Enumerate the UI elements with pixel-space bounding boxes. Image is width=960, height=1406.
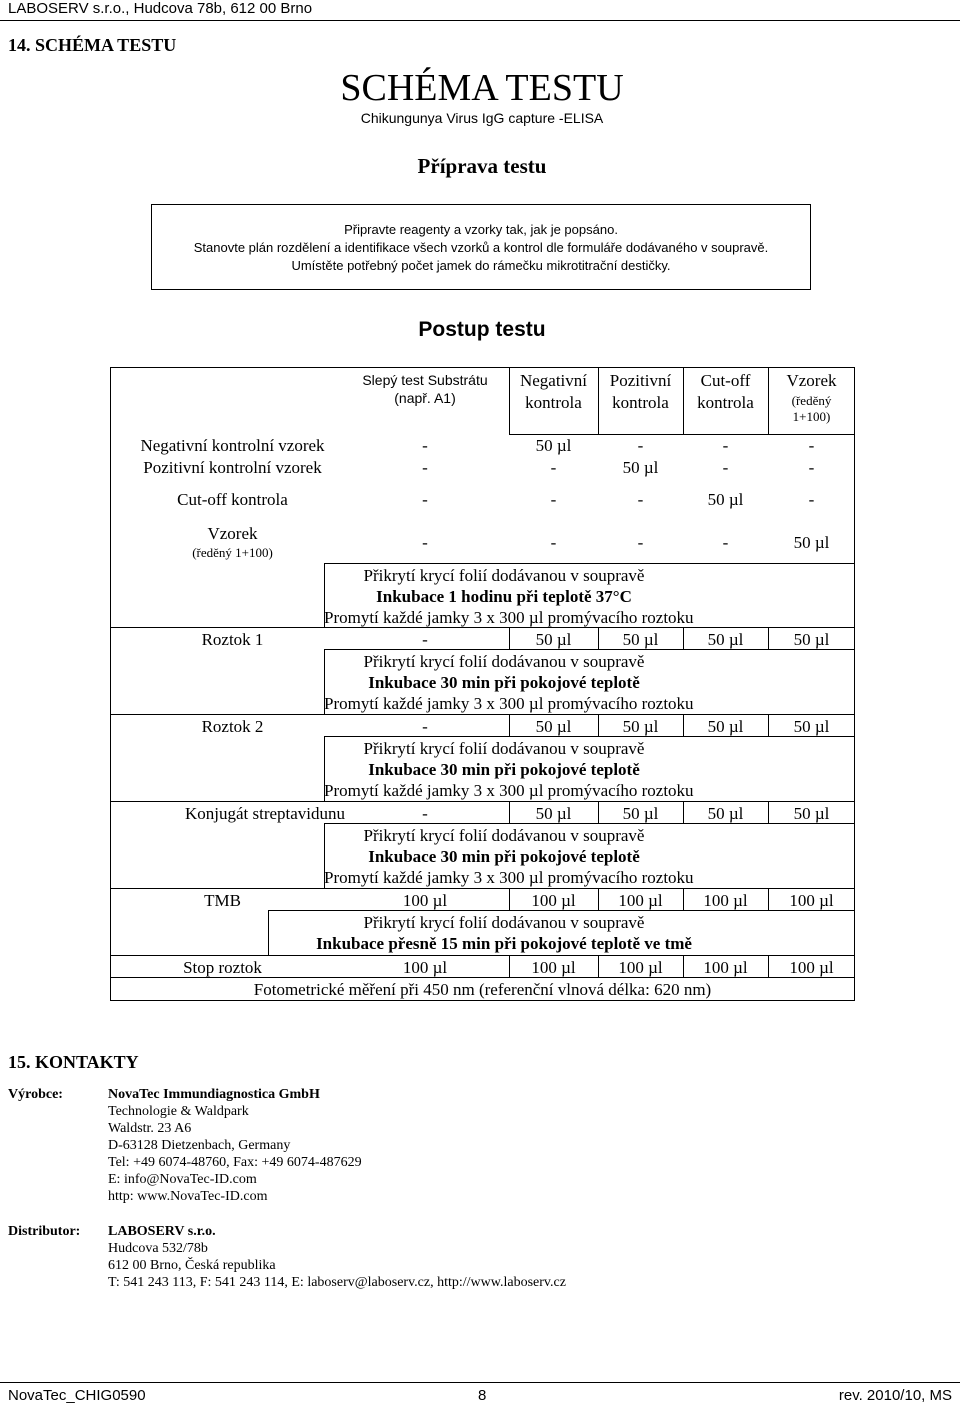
cell: 100 µl bbox=[618, 891, 663, 910]
cell: 50 µl bbox=[707, 630, 744, 649]
col-cutoff-header-2: kontrola bbox=[697, 393, 754, 412]
cell: 50 µl bbox=[622, 458, 659, 477]
step-incubation: Inkubace 30 min při pokojové teplotě bbox=[368, 760, 640, 779]
col-poz-header-2: kontrola bbox=[612, 393, 669, 412]
cell: - bbox=[808, 458, 815, 477]
row-sublabel-vzorek: (ředěný 1+100) bbox=[192, 545, 273, 560]
cell: - bbox=[422, 630, 428, 649]
col-neg-header: Negativní bbox=[519, 371, 588, 390]
row-label-vzorek: Vzorek bbox=[207, 524, 258, 543]
col-vzorek-header-3: 1+100) bbox=[792, 409, 831, 424]
row-label-cutoff: Cut-off kontrola bbox=[177, 490, 288, 509]
cell: - bbox=[722, 533, 729, 552]
cell: 100 µl bbox=[789, 891, 834, 910]
vyrobce-line: Waldstr. 23 A6 bbox=[108, 1121, 192, 1136]
cell: 100 µl bbox=[789, 958, 834, 977]
cell: - bbox=[422, 717, 428, 736]
step-wash: Promytí každé jamky 3 x 300 µl promývacího roztoku bbox=[324, 694, 694, 713]
distributor-name: LABOSERV s.r.o. bbox=[108, 1224, 216, 1239]
row-label-stop: Stop roztok bbox=[183, 958, 262, 977]
table-divider bbox=[324, 649, 855, 650]
cell: - bbox=[808, 490, 815, 509]
vyrobce-line: Technologie & Waldpark bbox=[108, 1104, 249, 1119]
cell: 50 µl bbox=[535, 717, 572, 736]
table-divider bbox=[324, 823, 855, 824]
row-label-roztok2: Roztok 2 bbox=[201, 717, 264, 736]
col-cutoff-header: Cut-off bbox=[700, 371, 751, 390]
vyrobce-line: Tel: +49 6074-48760, Fax: +49 6074-487629 bbox=[108, 1155, 362, 1170]
postup-heading: Postup testu bbox=[418, 318, 546, 341]
page-subtitle: Chikungunya Virus IgG capture -ELISA bbox=[360, 110, 604, 126]
cell: 50 µl bbox=[622, 717, 659, 736]
col-vzorek-header: Vzorek bbox=[786, 371, 837, 390]
cell: - bbox=[550, 458, 557, 477]
step-cover: Přikrytí krycí folií dodávanou v soupravě bbox=[363, 826, 645, 845]
step-cover: Přikrytí krycí folií dodávanou v soupravě bbox=[363, 566, 645, 585]
footer-revision: rev. 2010/10, MS bbox=[838, 1387, 952, 1404]
row-label-tmb: TMB bbox=[204, 891, 241, 910]
vyrobce-line: E: info@NovaTec-ID.com bbox=[108, 1172, 257, 1187]
step-incubation: Inkubace 30 min při pokojové teplotě bbox=[368, 673, 640, 692]
cell: 50 µl bbox=[707, 490, 744, 509]
cell: 100 µl bbox=[531, 958, 576, 977]
step-wash: Promytí každé jamky 3 x 300 µl promývacího roztoku bbox=[324, 608, 694, 627]
cell: 100 µl bbox=[703, 958, 748, 977]
row-label-konjugat: Konjugát streptavidunu bbox=[184, 804, 346, 823]
footer-page-number: 8 bbox=[478, 1387, 487, 1404]
step-cover: Přikrytí krycí folií dodávanou v soupravě bbox=[363, 913, 645, 932]
vyrobce-name: NovaTec Immundiagnostica GmbH bbox=[108, 1087, 320, 1102]
row-label-roztok1: Roztok 1 bbox=[201, 630, 264, 649]
step-cover: Přikrytí krycí folií dodávanou v soupravě bbox=[363, 652, 645, 671]
priprava-line-2: Stanovte plán rozdělení a identifikace všech vzorků a kontrol dle formuláře dodávaného v soupravě. bbox=[193, 240, 769, 255]
step-wash: Promytí každé jamky 3 x 300 µl promývacího roztoku bbox=[324, 781, 694, 800]
cell: - bbox=[637, 490, 644, 509]
cell: - bbox=[422, 804, 428, 823]
cell: - bbox=[550, 490, 557, 509]
cell: - bbox=[550, 533, 557, 552]
cell: 100 µl bbox=[531, 891, 576, 910]
cell: 50 µl bbox=[793, 533, 830, 552]
cell: 100 µl bbox=[703, 891, 748, 910]
table-divider bbox=[509, 434, 855, 435]
cell: 50 µl bbox=[535, 804, 572, 823]
distributor-line: T: 541 243 113, F: 541 243 114, E: laboserv@laboserv.cz, http://www.laboserv.cz bbox=[108, 1275, 566, 1290]
step-cover: Přikrytí krycí folií dodávanou v soupravě bbox=[363, 739, 645, 758]
header-rule bbox=[0, 20, 960, 21]
table-divider bbox=[110, 977, 855, 978]
cell: - bbox=[422, 533, 428, 552]
section-15-heading: 15. KONTAKTY bbox=[8, 1052, 139, 1072]
page-title: SCHÉMA TESTU bbox=[340, 67, 624, 109]
col-poz-header: Pozitivní bbox=[609, 371, 672, 390]
table-divider bbox=[110, 955, 855, 956]
table-divider bbox=[110, 627, 855, 628]
cell: 50 µl bbox=[535, 436, 572, 455]
cell: 100 µl bbox=[618, 958, 663, 977]
cell: 50 µl bbox=[707, 804, 744, 823]
vyrobce-line: D-63128 Dietzenbach, Germany bbox=[108, 1138, 291, 1153]
cell: - bbox=[422, 490, 428, 509]
table-divider bbox=[110, 801, 855, 802]
row-label-positive: Pozitivní kontrolní vzorek bbox=[143, 458, 322, 477]
distributor-line: 612 00 Brno, Česká republika bbox=[108, 1258, 276, 1273]
cell: - bbox=[808, 436, 815, 455]
priprava-line-3: Umístěte potřebný počet jamek do rámečku mikrotitrační destičky. bbox=[291, 258, 671, 273]
cell: - bbox=[722, 458, 729, 477]
cell: 50 µl bbox=[622, 804, 659, 823]
section-14-heading: 14. SCHÉMA TESTU bbox=[8, 35, 177, 55]
cell: - bbox=[637, 436, 644, 455]
page-header: LABOSERV s.r.o., Hudcova 78b, 612 00 Brno bbox=[8, 0, 313, 17]
final-measurement: Fotometrické měření při 450 nm (referenční vlnová délka: 620 nm) bbox=[253, 980, 712, 999]
cell: - bbox=[637, 533, 644, 552]
col-blank-header-2: (např. A1) bbox=[394, 390, 456, 406]
table-divider bbox=[324, 563, 855, 564]
priprava-heading: Příprava testu bbox=[417, 154, 547, 178]
distributor-label: Distributor: bbox=[8, 1224, 81, 1239]
step-incubation: Inkubace přesně 15 min při pokojové teplotě ve tmě bbox=[316, 934, 692, 953]
step-incubation: Inkubace 1 hodinu při teplotě 37°C bbox=[376, 587, 632, 606]
cell: - bbox=[422, 436, 428, 455]
cell: 50 µl bbox=[535, 630, 572, 649]
vyrobce-line: http: www.NovaTec-ID.com bbox=[108, 1189, 268, 1204]
cell: 100 µl bbox=[402, 891, 448, 910]
cell: 50 µl bbox=[793, 630, 830, 649]
col-blank-header: Slepý test Substrátu bbox=[362, 372, 488, 388]
footer-doc-id: NovaTec_CHIG0590 bbox=[8, 1387, 146, 1404]
table-divider bbox=[110, 888, 855, 889]
step-incubation: Inkubace 30 min při pokojové teplotě bbox=[368, 847, 640, 866]
footer-rule bbox=[0, 1382, 960, 1383]
table-divider bbox=[268, 910, 855, 911]
cell: 100 µl bbox=[402, 958, 448, 977]
distributor-line: Hudcova 532/78b bbox=[108, 1241, 208, 1256]
step-wash: Promytí každé jamky 3 x 300 µl promývacího roztoku bbox=[324, 868, 694, 887]
col-vzorek-header-2: (ředěný bbox=[791, 393, 832, 408]
row-label-negative: Negativní kontrolní vzorek bbox=[140, 436, 325, 455]
priprava-box bbox=[151, 204, 811, 290]
table-divider bbox=[110, 714, 855, 715]
table-divider bbox=[324, 736, 855, 737]
cell: - bbox=[722, 436, 729, 455]
col-neg-header-2: kontrola bbox=[525, 393, 582, 412]
cell: 50 µl bbox=[622, 630, 659, 649]
vyrobce-label: Výrobce: bbox=[8, 1087, 63, 1102]
cell: 50 µl bbox=[793, 717, 830, 736]
cell: 50 µl bbox=[793, 804, 830, 823]
cell: - bbox=[422, 458, 428, 477]
priprava-line-1: Připravte reagenty a vzorky tak, jak je popsáno. bbox=[344, 222, 618, 237]
cell: 50 µl bbox=[707, 717, 744, 736]
